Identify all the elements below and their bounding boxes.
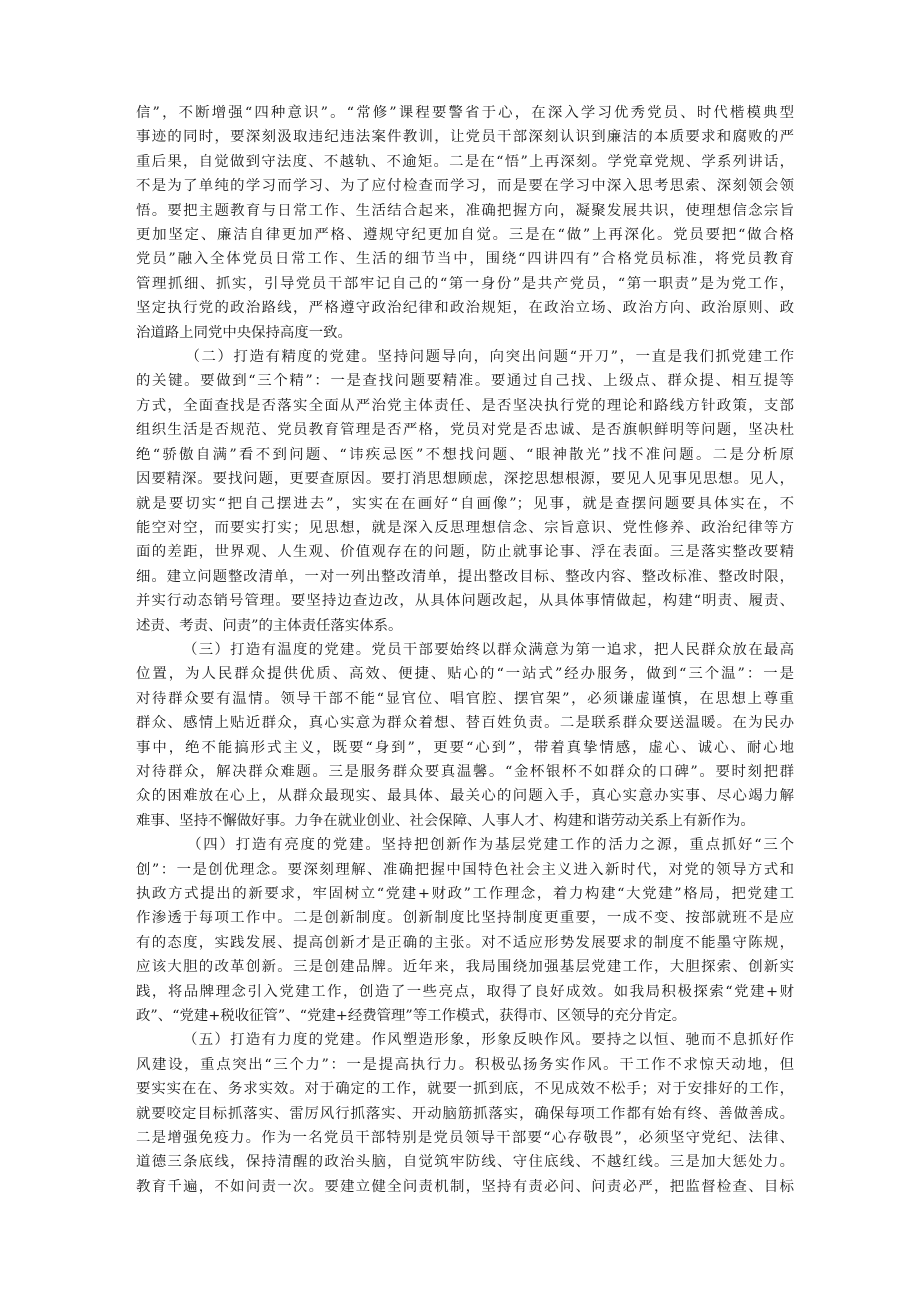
text-line: 风建设，重点突出“三个力”：一是提高执行力。积极弘扬务实作风。干工作不求惊天动地，但 — [136, 1056, 794, 1073]
text-line: 二是增强免疫力。作为一名党员干部特别是党员领导干部要“心存敬畏”，必须坚守党纪、法律、 — [136, 1130, 794, 1147]
text-line: 信”，不断增强“四种意识”。“常修”课程要警省于心，在深入学习优秀党员、时代楷模典型 — [136, 105, 794, 121]
text-line: 组织生活是否规范、党员教育管理是否严格，党员对党是否忠诚、是否旗帜鲜明等问题，坚决杜 — [136, 422, 794, 439]
text-line: 并实行动态销号管理。要坚持边查边改，从具体问题改起，从具体事情做起，构建“明责、履责、 — [136, 593, 794, 610]
text-line: 不是为了单纯的学习而学习、为了应付检查而学习，而是要在学习中深入思考思索、深刻领会领 — [136, 178, 794, 195]
text-line: 对待群众，解决群众难题。三是服务群众要真温馨。“金杯银杯不如群众的口碑”。要时刻把群 — [136, 763, 794, 780]
text-line: 方式，全面查找是否落实全面从严治党主体责任、是否坚决执行党的理论和路线方针政策，支部 — [136, 397, 794, 414]
text-line: 就是要切实“把自己摆进去”，实实在在画好“自画像”；见事，就是查摆问题要具体实在，不 — [136, 495, 794, 512]
text-line: 就要咬定目标抓落实、雷厉风行抓落实、开动脑筋抓落实，确保每项工作都有始有终、善做善成。 — [136, 1105, 794, 1122]
text-line: 悟。要把主题教育与日常工作、生活结合起来，准确把握方向，凝聚发展共识，使理想信念宗旨 — [136, 202, 794, 219]
text-line: 事迹的同时，要深刻汲取违纪违法案件教训，让党员干部深刻认识到廉洁的本质要求和腐败的严 — [136, 129, 794, 146]
paragraph-5-strength — [136, 1028, 794, 1199]
text-line: 践，将品牌理念引入党建工作，创造了一些亮点，取得了良好成效。如我局积极探索“党建+财 — [136, 983, 794, 1000]
text-line: 执政方式提出的新要求，牢固树立“党建+财政”工作理念，着力构建“大党建”格局，把党建工 — [136, 886, 794, 902]
text-line: 道德三条底线，保持清醒的政治头脑，自觉筑牢防线、守住底线、不越红线。三是加大惩处力。 — [136, 1154, 794, 1171]
text-line: 细。建立问题整改清单，一对一列出整改清单，提出整改目标、整改内容、整改标准、整改时限， — [136, 568, 794, 585]
text-line: 要实实在在、务求实效。对于确定的工作，就要一抓到底，不见成效不松手；对于安排好的工作， — [136, 1081, 794, 1098]
text-line: 对待群众要有温情。领导干部不能“显官位、唱官腔、摆官架”，必须谦虚谨慎，在思想上尊重 — [136, 690, 794, 707]
text-line: 有的态度，实践发展、提高创新才是正确的主张。对不适应形势发展要求的制度不能墨守陈规， — [136, 934, 794, 951]
text-line: 党员”融入全体党员日常工作、生活的细节当中，围绕“四讲四有”合格党员标准，将党员教育 — [136, 251, 794, 268]
text-line: 难事、坚持不懈做好事。力争在就业创业、社会保障、人事人才、构建和谐劳动关系上有新作为。 — [136, 812, 755, 829]
text-line: 更加坚定、廉洁自律更加严格、遵规守纪更加自觉。三是在“做”上再深化。党员要把“做合格 — [136, 227, 794, 244]
text-line: 事中，绝不能搞形式主义，既要“身到”，更要“心到”，带着真挚情感，虚心、诚心、耐心地 — [136, 739, 794, 756]
paragraph-4-brightness — [136, 833, 794, 1028]
text-line: 众的困难放在心上，从群众最现实、最具体、最关心的问题入手，真心实意办实事、尽心竭力解 — [136, 788, 794, 805]
text-line: （三）打造有温度的党建。党员干部要始终以群众满意为第一追求，把人民群众放在最高 — [136, 641, 794, 658]
text-line: 坚定执行党的政治路线，严格遵守政治纪律和政治规矩，在政治立场、政治方向、政治原则、政 — [136, 300, 794, 317]
text-line: 能空对空，而要实打实；见思想，就是深入反思理想信念、宗旨意识、党性修养、政治纪律等方 — [136, 519, 794, 536]
paragraph-2-precision — [136, 345, 794, 638]
text-line: 教育千遍，不如问责一次。要建立健全问责机制，坚持有责必问、问责必严，把监督检查、目标 — [136, 1178, 794, 1195]
text-line: 绝“骄傲自满”看不到问题、“讳疾忌医”不想找问题、“眼神散光”找不准问题。二是分析原 — [136, 446, 794, 463]
text-line: 管理抓细、抓实，引导党员干部牢记自己的“第一身份”是共产党员，“第一职责”是为党工作， — [136, 275, 794, 292]
text-line: （五）打造有力度的党建。作风塑造形象，形象反映作风。要持之以恒、驰而不息抓好作 — [136, 1032, 794, 1049]
text-line: 重后果，自觉做到守法度、不越轨、不逾矩。二是在“悟”上再深刻。学党章党规、学系列讲话， — [136, 153, 794, 170]
text-line: 的关键。要做到“三个精”：一是查找问题要精准。要通过自己找、上级点、群众提、相互提等 — [136, 373, 794, 390]
text-line: 创”：一是创优理念。要深刻理解、准确把握中国特色社会主义进入新时代，对党的领导方式和 — [136, 861, 794, 878]
text-line: 群众、感情上贴近群众，真心实意为群众着想、替百姓负责。二是联系群众要送温暖。在为民办 — [136, 715, 794, 732]
paragraph-1 — [136, 101, 794, 345]
text-line: 政”、“党建+税收征管”、“党建+经费管理”等工作模式，获得市、区领导的充分肯定。 — [136, 1008, 687, 1025]
text-line: 应该大胆的改革创新。三是创建品牌。近年来，我局围绕加强基层党建工作，大胆探索、创新实 — [136, 959, 794, 976]
text-line: 面的差距，世界观、人生观、价值观存在的问题，防止就事论事、浮在表面。三是落实整改要精 — [136, 544, 794, 561]
text-line: 作渗透于每项工作中。二是创新制度。创新制度比坚持制度更重要，一成不变、按部就班不是应 — [136, 910, 794, 927]
text-line: 位置，为人民群众提供优质、高效、便捷、贴心的“一站式”经办服务，做到“三个温”：一是 — [136, 666, 794, 683]
document-page — [136, 101, 794, 1199]
paragraph-3-warmth — [136, 638, 794, 833]
text-line: （四）打造有亮度的党建。坚持把创新作为基层党建工作的活力之源，重点抓好“三个 — [136, 837, 794, 854]
text-line: （二）打造有精度的党建。坚持问题导向，向突出问题“开刀”，一直是我们抓党建工作 — [136, 349, 794, 366]
text-line: 述责、考责、问责”的主体责任落实体系。 — [136, 617, 403, 634]
text-line: 治道路上同党中央保持高度一致。 — [136, 324, 352, 341]
text-line: 因要精深。要找问题，更要查原因。要打消思想顾虑，深挖思想根源，要见人见事见思想。见人， — [136, 471, 794, 488]
